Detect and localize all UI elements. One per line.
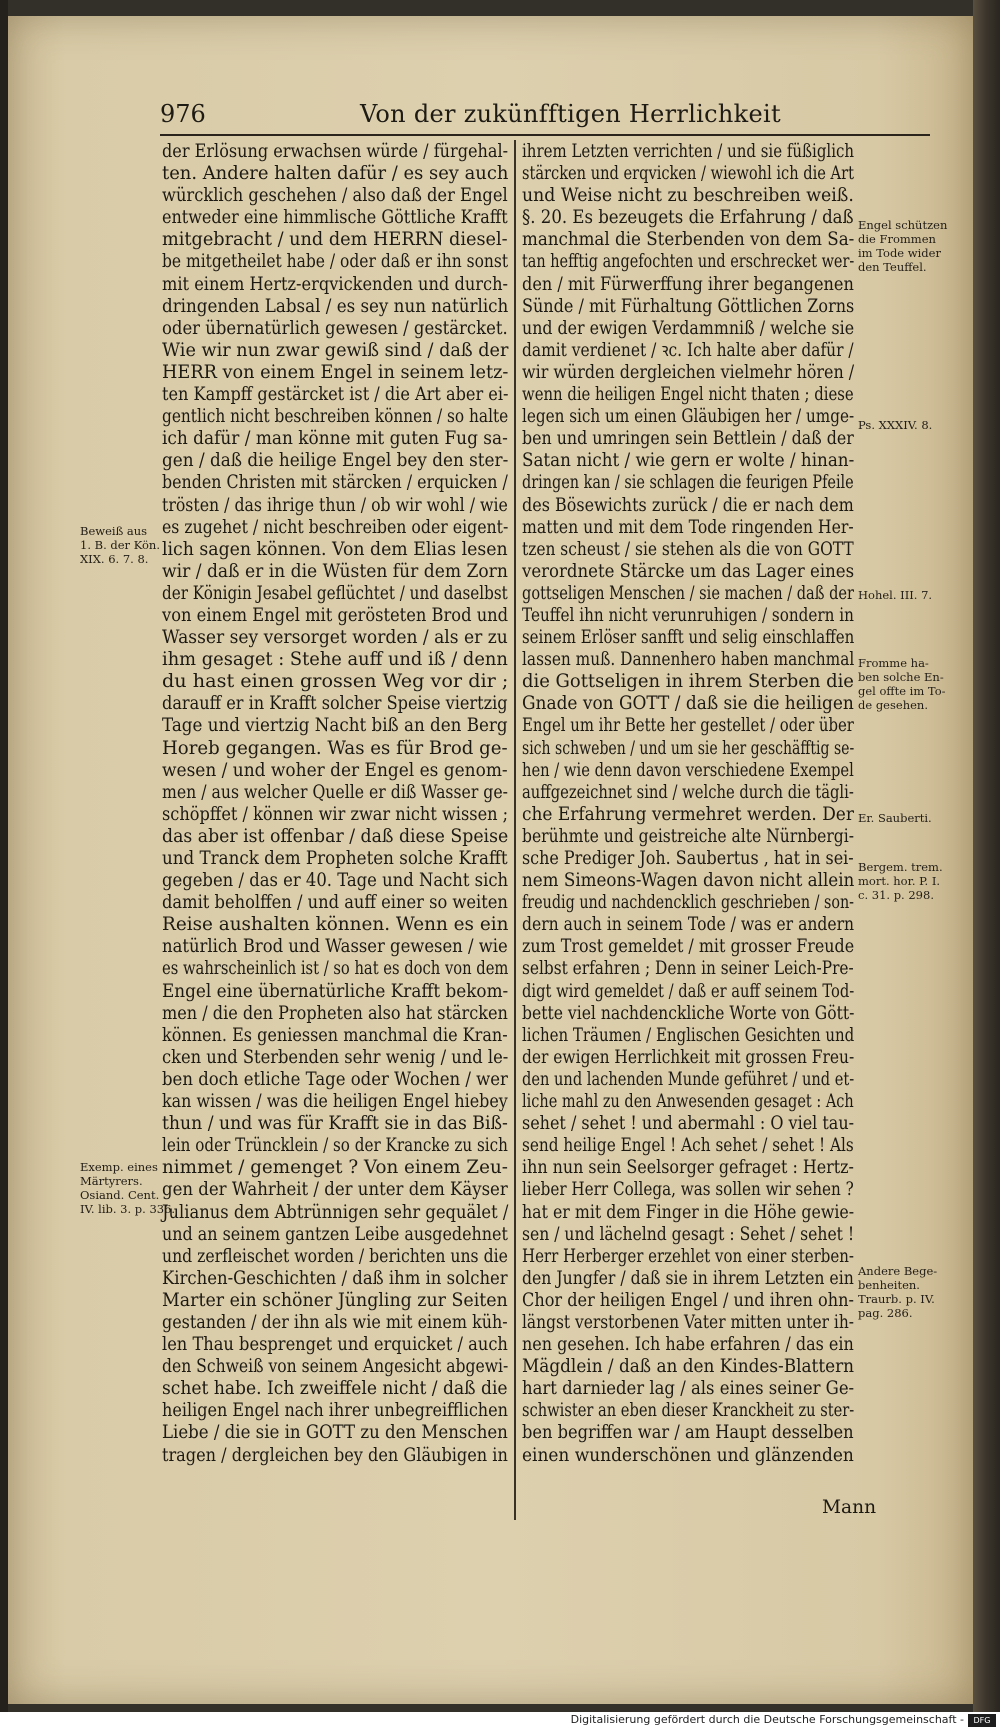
text-line: hat er mit dem Finger in die Höhe gewie- xyxy=(522,1201,855,1223)
text-line: der ewigen Herrlichkeit mit grossen Freu- xyxy=(522,1046,855,1068)
text-line: darauff er in Krafft solcher Speise viertzig xyxy=(162,693,508,715)
scan-edge xyxy=(0,0,8,1729)
text-line: den Schweiß von seinem Angesicht abgewi- xyxy=(162,1356,509,1378)
text-line: heiligen Engel nach ihrer unbegreifflichen xyxy=(162,1400,508,1422)
text-line: Marter ein schöner Jüngling zur Seiten xyxy=(162,1289,508,1311)
text-line: men / aus welcher Quelle er diß Wasser ge- xyxy=(162,781,508,803)
text-line: gottseligen Menschen / sie machen / daß der xyxy=(522,582,854,604)
column-divider xyxy=(514,140,516,1520)
text-line: natürlich Brod und Wasser gewesen / wie xyxy=(162,936,508,958)
page-number: 976 xyxy=(160,100,206,128)
text-line: wir würden dergleichen vielmehr hören / xyxy=(522,361,855,383)
text-line: Sünde / mit Fürhaltung Göttlichen Zorns xyxy=(522,295,855,317)
text-line: Horeb gegangen. Was es für Brod ge- xyxy=(162,737,508,759)
margin-note-left: Beweiß aus 1. B. der Kön. XIX. 6. 7. 8. xyxy=(80,524,160,566)
text-line: einen wunderschönen und glänzenden xyxy=(522,1444,854,1466)
text-line: benden Christen mit stärcken / erquicken / xyxy=(162,472,508,494)
text-line: entweder eine himmlische Göttliche Krafft xyxy=(162,207,508,229)
text-line: das aber ist offenbar / daß diese Speise xyxy=(162,825,509,847)
text-line: Teuffel ihn nicht verunruhigen / sondern in xyxy=(522,604,854,626)
text-line: nimmet / gemenget ? Von einem Zeu- xyxy=(162,1157,508,1179)
text-line: und an seinem gantzen Leibe ausgedehnet xyxy=(162,1223,508,1245)
catchword: Mann xyxy=(822,1497,877,1518)
margin-note-left: Exemp. eines Märtyrers. Osiand. Cent. IV. lib. 3. p. 336. xyxy=(80,1160,176,1216)
text-line: gestanden / der ihn als wie mit einem küh- xyxy=(162,1311,508,1333)
text-line: ben begriffen war / am Haupt desselben xyxy=(522,1422,854,1444)
margin-note-right: Andere Bege- benheiten. Traurb. p. IV. pag. 286. xyxy=(858,1264,938,1320)
text-line: können. Es geniessen manchmal die Kran- xyxy=(162,1024,508,1046)
margin-note-right: Engel schützen die Frommen im Tode wider den Teuffel. xyxy=(858,218,948,274)
text-line: trösten / das ihrige thun / ob wir wohl / wie xyxy=(162,494,508,516)
text-line: lich sagen können. Von dem Elias lesen xyxy=(162,538,508,560)
text-line: gen / daß die heilige Engel bey den ster- xyxy=(162,450,509,472)
text-line: digt wird gemeldet / daß er auff seinem Tod- xyxy=(522,980,855,1002)
text-line: men / die den Propheten also hat stärcken xyxy=(162,1002,508,1024)
text-line: lichen Träumen / Englischen Gesichten und xyxy=(522,1024,855,1046)
text-line: du hast einen grossen Weg vor dir ; xyxy=(162,671,509,693)
text-line: hart darnieder lag / als eines seiner Ge- xyxy=(522,1378,855,1400)
text-line: Reise aushalten können. Wenn es ein xyxy=(162,914,509,936)
text-line: gegeben / das er 40. Tage und Nacht sich xyxy=(162,870,509,892)
text-line: von einem Engel mit gerösteten Brod und xyxy=(162,604,509,626)
text-line: Tage und viertzig Nacht biß an den Berg xyxy=(162,715,508,737)
footer-bar xyxy=(0,1712,1000,1729)
text-line: ich dafür / man könne mit guten Fug sa- xyxy=(162,428,508,450)
text-line: Liebe / die sie in GOTT zu den Menschen xyxy=(162,1422,508,1444)
text-line: tzen scheust / sie stehen als die von GOTT xyxy=(522,538,854,560)
text-line: ihm gesaget : Stehe auff und iß / denn xyxy=(162,649,508,671)
text-line: der Erlösung erwachsen würde / fürgehal- xyxy=(162,141,509,162)
text-line: che Erfahrung vermehret werden. Der xyxy=(522,803,854,825)
text-line: verordnete Stärcke um das Lager eines xyxy=(522,560,855,582)
text-line: Wie wir nun zwar gewiß sind / daß der xyxy=(162,339,509,361)
text-line: thun / und was für Krafft sie in das Biß- xyxy=(162,1113,508,1135)
dfg-logo: DFG xyxy=(968,1714,996,1727)
text-line: es wahrscheinlich ist / so hat es doch von dem xyxy=(162,958,509,980)
text-line: hen / wie denn davon verschiedene Exempel xyxy=(522,759,854,781)
text-line: dringen kan / sie schlagen die feurigen Pfeile xyxy=(522,472,854,494)
text-line: den und lachenden Munde geführet / und et- xyxy=(522,1068,855,1090)
text-line: und zerfleischet worden / berichten uns die xyxy=(162,1245,508,1267)
text-line: ten Kampff gestärcket ist / die Art aber ei- xyxy=(162,384,509,406)
margin-note-right: Hohel. III. 7. xyxy=(858,588,933,602)
text-line: den / mit Fürwerffung ihrer begangenen xyxy=(522,273,854,295)
text-line: mit einem Hertz-erqvickenden und durch- xyxy=(162,273,508,295)
text-line: damit verdienet / ꝛc. Ich halte aber dafür / xyxy=(522,339,854,361)
text-line: ten. Andere halten dafür / es sey auch xyxy=(162,163,509,185)
text-line: sehet / sehet ! und abermahl : O viel tau- xyxy=(522,1113,855,1135)
text-line: ben doch etliche Tage oder Wochen / wer xyxy=(162,1068,508,1090)
text-line: Herr Herberger erzehlet von einer sterben- xyxy=(522,1245,854,1267)
text-line: sen / und lächelnd gesagt : Sehet / sehet ! xyxy=(522,1223,855,1245)
text-line: und Weise nicht zu beschreiben weiß. xyxy=(522,185,854,207)
margin-note-right: Fromme ha- ben solche En- gel offte im To- de gesehen. xyxy=(858,656,946,712)
text-line: der Königin Jesabel geflüchtet / und daselbst xyxy=(162,582,508,604)
text-line: schwister an eben dieser Kranckheit zu ster- xyxy=(522,1400,855,1422)
text-line: nem Simeons-Wagen davon nicht allein xyxy=(522,870,855,892)
text-line: be mitgetheilet habe / oder daß er ihn sonst xyxy=(162,251,509,273)
text-line: dern auch in seinem Tode / was er andern xyxy=(522,914,855,936)
text-line: es zugehet / nicht beschreiben oder eigent- xyxy=(162,516,509,538)
book-binding xyxy=(973,0,1000,1729)
text-line: wesen / und woher der Engel es genom- xyxy=(162,759,508,781)
text-line: §. 20. Es bezeugets die Erfahrung / daß xyxy=(522,207,854,229)
text-line: sich schweben / und um sie her geschäfftig se- xyxy=(522,737,855,759)
text-line: damit beholffen / und auff einer so weiten xyxy=(162,892,508,914)
text-line: schöpffet / können wir zwar nicht wissen ; xyxy=(162,803,509,825)
text-line: freudig und nachdencklich geschrieben / son- xyxy=(522,892,855,914)
text-line: wir / daß er in die Wüsten für dem Zorn xyxy=(162,560,508,582)
text-line: würcklich geschehen / also daß der Engel xyxy=(162,185,508,207)
text-line: Engel eine übernatürliche Krafft bekom- xyxy=(162,980,509,1002)
text-line: lieber Herr Collega, was sollen wir sehen ? xyxy=(522,1179,854,1201)
margin-note-right: Er. Sauberti. xyxy=(858,811,932,825)
text-line: liche mahl zu den Anwesenden gesaget : Ach xyxy=(522,1091,854,1113)
footer-credit: Digitalisierung gefördert durch die Deutsche Forschungsgemeinschaft - xyxy=(570,1713,964,1726)
text-line: Chor der heiligen Engel / und ihren ohn- xyxy=(522,1289,854,1311)
text-line: dringenden Labsal / es sey nun natürlich xyxy=(162,295,509,317)
text-line: schet habe. Ich zweiffele nicht / daß die xyxy=(162,1378,508,1400)
text-line: Gnade von GOTT / daß sie die heiligen xyxy=(522,693,854,715)
text-line: ben und umringen sein Bettlein / daß der xyxy=(522,428,854,450)
text-line: Kirchen-Geschichten / daß ihm in solcher xyxy=(162,1267,508,1289)
text-line: seinem Erlöser sanfft und selig einschlaffen xyxy=(522,627,855,649)
right-text-column xyxy=(522,141,862,1467)
text-line: und Tranck dem Propheten solche Krafft xyxy=(162,848,508,869)
text-line: Engel um ihr Bette her gestellet / oder über xyxy=(522,715,854,737)
text-line: mitgebracht / und dem HERRN diesel- xyxy=(162,229,508,251)
text-line: selbst erfahren ; Denn in seiner Leich-Pre- xyxy=(522,958,854,980)
text-line: lassen muß. Dannenhero haben manchmal xyxy=(522,649,855,671)
text-line: Julianus dem Abtrünnigen sehr gequälet / xyxy=(162,1201,509,1223)
text-line: gen der Wahrheit / der unter dem Käyser xyxy=(162,1179,508,1201)
text-line: gentlich nicht beschreiben können / so halte xyxy=(162,406,509,428)
text-line: ihn nun sein Seelsorger gefraget : Hertz- xyxy=(522,1157,854,1179)
text-line: auffgezeichnet sind / welche durch die tägli- xyxy=(522,781,854,803)
running-title: Von der zukünfftigen Herrlichkeit xyxy=(360,100,781,128)
text-line: Mägdlein / daß an den Kindes-Blattern xyxy=(522,1356,855,1378)
margin-note-right: Bergem. trem. mort. hor. P. I. c. 31. p. 298. xyxy=(858,860,943,902)
text-line: und der ewigen Verdammniß / welche sie xyxy=(522,317,855,339)
text-line: kan wissen / was die heiligen Engel hiebey xyxy=(162,1091,508,1113)
text-line: legen sich um einen Gläubigen her / umge- xyxy=(522,406,855,428)
text-line: tragen / dergleichen bey den Gläubigen in xyxy=(162,1444,508,1466)
text-line: len Thau besprenget und erquicket / auch xyxy=(162,1334,508,1356)
text-line: den Jungfer / daß sie in ihrem Letzten ein xyxy=(522,1267,854,1289)
text-line: lein oder Trüncklein / so der Krancke zu sich xyxy=(162,1135,508,1157)
header-rule xyxy=(160,134,930,136)
text-line: berühmte und geistreiche alte Nürnbergi- xyxy=(522,825,854,847)
text-line: oder übernatürlich gewesen / gestärcket. xyxy=(162,317,508,339)
text-line: bette viel nachdenckliche Worte von Gött- xyxy=(522,1002,855,1024)
text-line: Wasser sey versorget worden / als er zu xyxy=(162,627,508,649)
text-line: des Bösewichts zurück / die er nach dem xyxy=(522,494,854,516)
text-line: zum Trost gemeldet / mit grosser Freude xyxy=(522,936,855,958)
text-line: manchmal die Sterbenden von dem Sa- xyxy=(522,229,855,251)
left-text-column xyxy=(162,141,512,1467)
text-line: ihrem Letzten verrichten / und sie füßiglich xyxy=(522,141,855,162)
text-line: wenn die heiligen Engel nicht thaten ; diese xyxy=(522,384,854,406)
margin-note-right: Ps. XXXIV. 8. xyxy=(858,418,933,432)
text-line: HERR von einem Engel in seinem letz- xyxy=(162,361,509,383)
text-line: matten und mit dem Tode ringenden Her- xyxy=(522,516,854,538)
text-line: längst verstorbenen Vater mitten unter ih- xyxy=(522,1311,855,1333)
text-line: die Gottseligen in ihrem Sterben die xyxy=(522,671,854,693)
text-line: nen gesehen. Ich habe erfahren / das ein xyxy=(522,1334,854,1356)
text-line: send heilige Engel ! Ach sehet / sehet ! Als xyxy=(522,1135,854,1157)
text-line: Satan nicht / wie gern er wolte / hinan- xyxy=(522,450,855,472)
text-line: sche Prediger Joh. Saubertus , hat in sei- xyxy=(522,848,854,869)
text-line: stärcken und erqvicken / wiewohl ich die Art xyxy=(522,163,854,185)
text-line: tan hefftig angefochten und erschrecket wer- xyxy=(522,251,855,273)
text-line: cken und Sterbenden sehr wenig / und le- xyxy=(162,1046,509,1068)
